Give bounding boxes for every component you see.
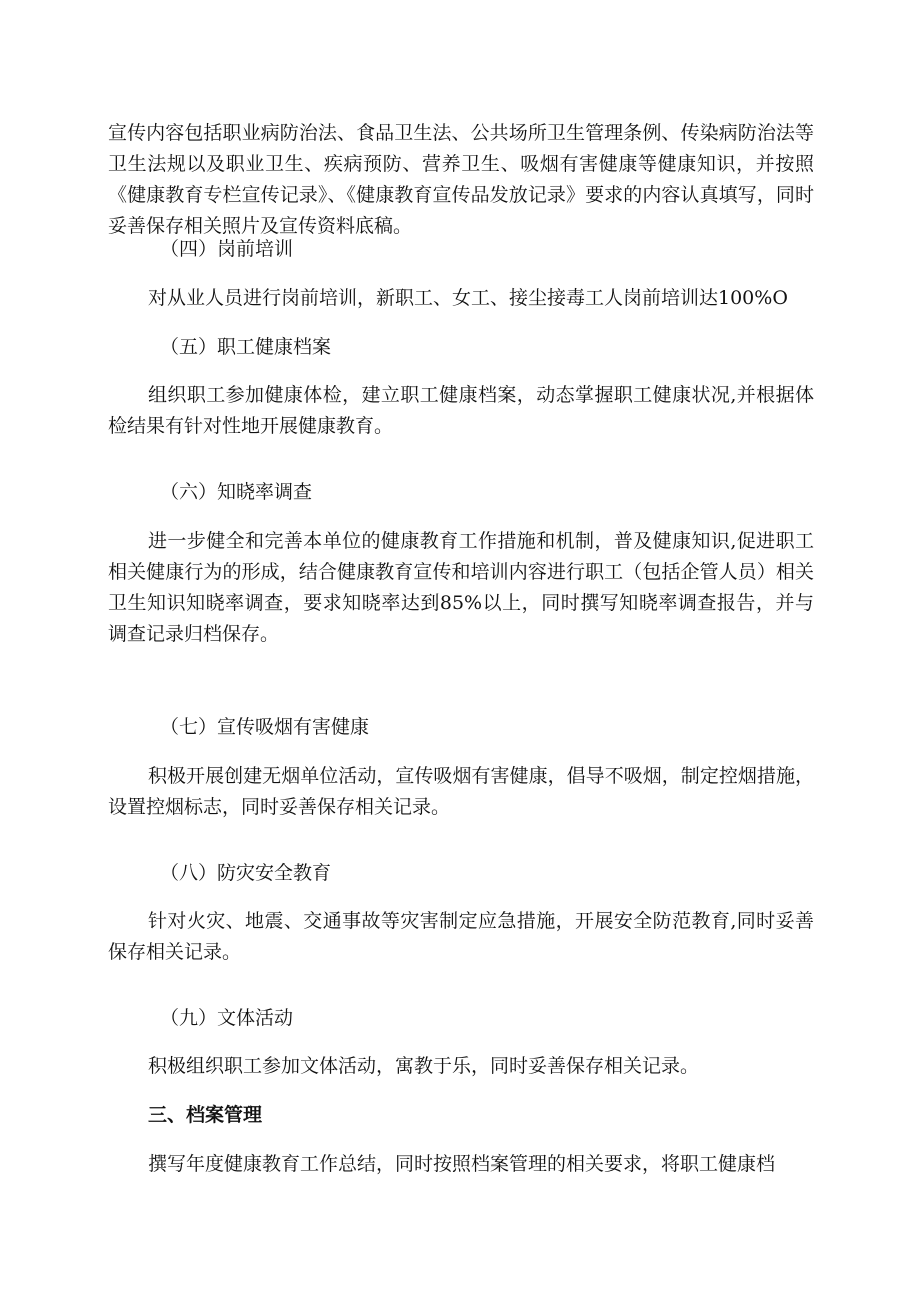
section-6-body: 进一步健全和完善本单位的健康教育工作措施和机制，普及健康知识,促进职工相关健康行为的形成，结合健康教育宣传和培训内容进行职工（包括企管人员）相关卫生知识知晓率调查，要求知晓率达到85%以上，同时撰写知晓率调查报告，并与调查记录归档保存。 xyxy=(108,530,814,645)
section-9-body: 积极组织职工参加文体活动，寓教于乐，同时妥善保存相关记录。 xyxy=(148,1055,700,1077)
section-8-heading: （八）防灾安全教育 xyxy=(160,862,332,884)
intro-paragraph: 宣传内容包括职业病防治法、食品卫生法、公共场所卫生管理条例、传染病防治法等卫生法规以及职业卫生、疾病预防、营养卫生、吸烟有害健康等健康知识，并按照《健康教育专栏宣传记录》、《健康教育宣传品发放记录》要求的内容认真填写，同时妥善保存相关照片及宣传资料底稿。 xyxy=(108,122,814,237)
section-8-body: 针对火灾、地震、交通事故等灾害制定应急措施，开展安全防范教育,同时妥善保存相关记录。 xyxy=(108,910,814,963)
section-3-heading: 三、档案管理 xyxy=(148,1104,263,1126)
section-5-heading: （五）职工健康档案 xyxy=(160,336,332,358)
section-7-heading: （七）宣传吸烟有害健康 xyxy=(160,716,370,738)
section-3-body: 撰写年度健康教育工作总结，同时按照档案管理的相关要求，将职工健康档 xyxy=(148,1153,776,1175)
section-9-heading: （九）文体活动 xyxy=(160,1007,294,1029)
section-4-heading: （四）岗前培训 xyxy=(160,238,294,260)
section-6-heading: （六）知晓率调查 xyxy=(160,481,313,503)
section-5-body: 组织职工参加健康体检，建立职工健康档案，动态掌握职工健康状况,并根据体检结果有针对性地开展健康教育。 xyxy=(108,384,814,437)
section-4-body: 对从业人员进行岗前培训，新职工、女工、接尘接毒工人岗前培训达100%O xyxy=(148,287,788,309)
section-7-body: 积极开展创建无烟单位活动，宣传吸烟有害健康，倡导不吸烟，制定控烟措施，设置控烟标志，同时妥善保存相关记录。 xyxy=(108,765,814,818)
